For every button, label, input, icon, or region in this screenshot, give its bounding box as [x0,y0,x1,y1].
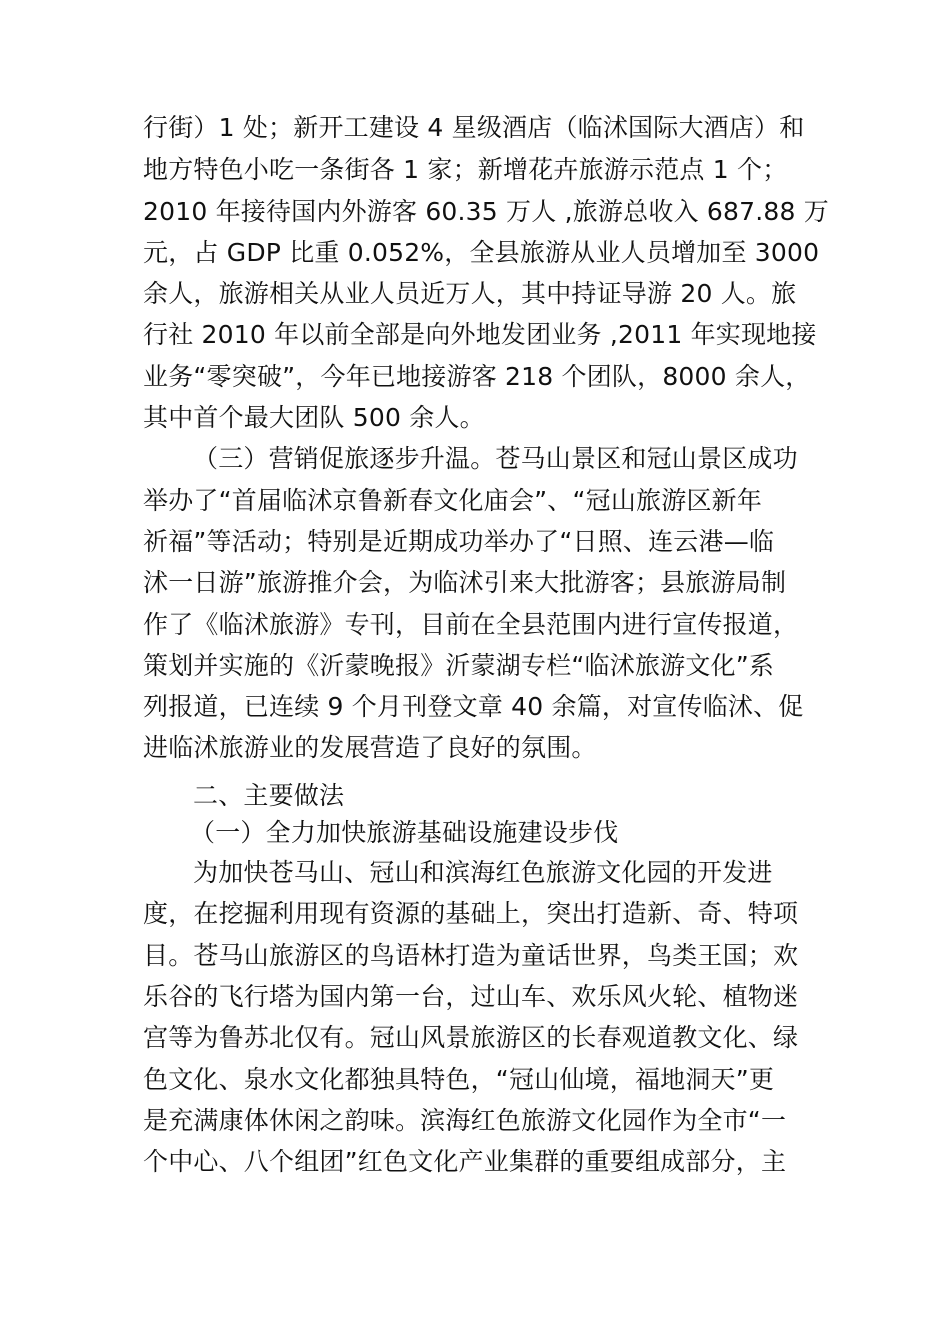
text-line: 余人，旅游相关从业人员近万人，其中持证导游 20 人。旅 [143,279,797,308]
subsection-heading: （一）全力加快旅游基础设施建设步伐 [190,818,619,847]
paragraph-start-line: （三）营销促旅逐步升温。苍马山景区和冠山景区成功 [193,444,798,473]
text-line: 色文化、泉水文化都独具特色，“冠山仙境，福地洞天”更 [143,1065,775,1094]
text-line: 举办了“首届临沭京鲁新春文化庙会”、“冠山旅游区新年 [143,486,763,515]
text-line: 沭一日游”旅游推介会，为临沭引来大批游客；县旅游局制 [143,568,787,597]
text-line: 其中首个最大团队 500 余人。 [143,403,485,432]
text-line: 行社 2010 年以前全部是向外地发团业务 ,2011 年实现地接 [143,320,817,349]
text-line: 作了《临沭旅游》专刊，目前在全县范围内进行宣传报道， [143,610,799,639]
text-line: 地方特色小吃一条街各 1 家；新增花卉旅游示范点 1 个； [143,155,788,184]
text-line: 目。苍马山旅游区的鸟语林打造为童话世界，鸟类王国；欢 [143,941,799,970]
paragraph-start-line: 为加快苍马山、冠山和滨海红色旅游文化园的开发进 [193,858,773,887]
text-line: 策划并实施的《沂蒙晚报》沂蒙湖专栏“临沭旅游文化”系 [143,651,775,680]
text-line: 乐谷的飞行塔为国内第一台，过山车、欢乐风火轮、植物迷 [143,982,799,1011]
text-line: 行街）1 处；新开工建设 4 星级酒店（临沭国际大酒店）和 [143,113,805,142]
text-line: 进临沭旅游业的发展营造了良好的氛围。 [143,733,597,762]
text-line: 业务“零突破”，今年已地接游客 218 个团队，8000 余人， [143,362,811,391]
text-line: 度，在挖掘利用现有资源的基础上，突出打造新、奇、特项 [143,899,799,928]
text-line: 祈福”等活动；特别是近期成功举办了“日照、连云港—临 [143,527,775,556]
section-heading: 二、主要做法 [193,781,345,810]
text-line: 列报道，已连续 9 个月刊登文章 40 余篇，对宣传临沭、促 [143,692,804,721]
text-line: 个中心、八个组团”红色文化产业集群的重要组成部分，主 [143,1147,787,1176]
text-line: 2010 年接待国内外游客 60.35 万人 ,旅游总收入 687.88 万 [143,197,829,226]
text-line: 宫等为鲁苏北仅有。冠山风景旅游区的长春观道教文化、绿 [143,1023,799,1052]
text-line: 元，占 GDP 比重 0.052%，全县旅游从业人员增加至 3000 [143,238,820,267]
text-line: 是充满康体休闲之韵味。滨海红色旅游文化园作为全市“一 [143,1106,787,1135]
